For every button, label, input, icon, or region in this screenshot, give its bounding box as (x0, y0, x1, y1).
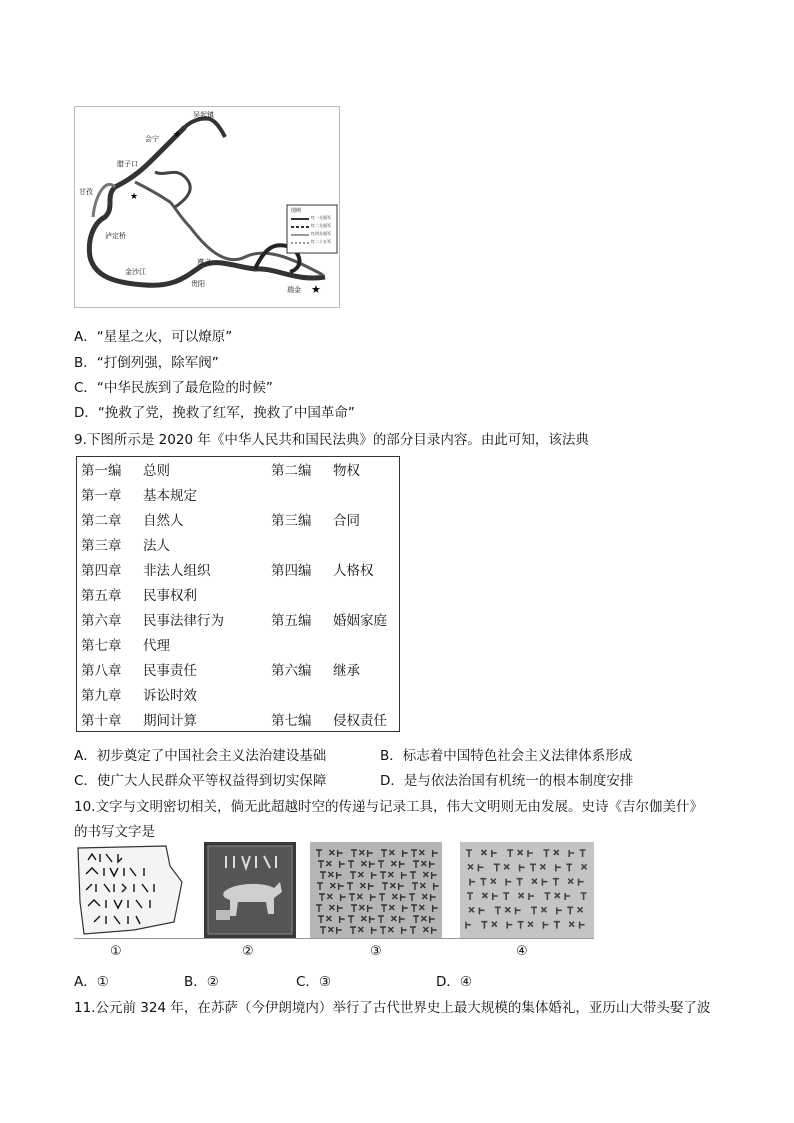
table-cell: 民事权利 (143, 588, 197, 604)
svg-text:★: ★ (130, 192, 139, 202)
table-cell: 继承 (333, 663, 360, 679)
table-row (77, 509, 399, 534)
q9-option-b: B．标志着中国特色社会主义法律体系形成 (380, 748, 633, 764)
q8-option-a: A．“星星之火，可以燎原” (74, 329, 233, 345)
table-cell: 第四章 (81, 563, 122, 579)
q10-option-a: A．① (74, 974, 109, 990)
image-number-2: ② (242, 944, 254, 959)
q9-option-c: C．使广大人民群众平等权益得到切实保障 (74, 773, 327, 789)
table-row (77, 459, 399, 484)
map-label-huining: 会宁 (145, 135, 159, 143)
table-cell: 第八章 (81, 663, 122, 679)
q10-option-b: B．② (184, 974, 219, 990)
table-cell: 第二章 (81, 513, 122, 529)
table-cell: 第九章 (81, 688, 122, 704)
table-cell: 自然人 (143, 513, 184, 529)
table-cell: 基本规定 (143, 488, 197, 504)
table-cell: 第六编 (271, 663, 312, 679)
table-cell: 人格权 (333, 563, 374, 579)
q10-option-c: C．③ (296, 974, 332, 990)
table-cell: 婚姻家庭 (333, 613, 387, 629)
map-label-ludingqiao: 泸定桥 (105, 232, 126, 240)
map-label-wuqi: 吴起镇 (193, 111, 214, 119)
image-number-1: ① (110, 944, 122, 959)
image-number-3: ③ (370, 944, 382, 959)
table-cell: 民事责任 (143, 663, 197, 679)
table-cell: 代理 (143, 638, 170, 654)
table-row (77, 609, 399, 634)
long-march-map (74, 106, 340, 308)
table-row (77, 584, 399, 609)
table-row (77, 634, 399, 659)
table-row (77, 534, 399, 559)
table-cell: 诉讼时效 (143, 688, 197, 704)
table-cell: 第四编 (271, 563, 312, 579)
table-row (77, 484, 399, 509)
table-row (77, 709, 399, 734)
map-legend-title: 图例 (291, 208, 302, 214)
table-cell: 第七章 (81, 638, 122, 654)
svg-text:★: ★ (311, 283, 321, 296)
table-row (77, 559, 399, 584)
q8-option-c: C．“中华民族到了最危险的时候” (74, 380, 273, 396)
table-cell: 非法人组织 (143, 563, 211, 579)
map-label-zunyi: 遵义 (197, 258, 211, 266)
civil-code-contents-table (76, 456, 400, 732)
map-legend-item: 红四方面军 (311, 231, 331, 236)
table-cell: 第六章 (81, 613, 122, 629)
q9-option-a: A．初步奠定了中国社会主义法治建设基础 (74, 748, 327, 764)
script-images-row (74, 842, 594, 959)
table-cell: 侵权责任 (333, 713, 387, 729)
table-cell: 第十章 (81, 713, 122, 729)
q10-stem-line2: 的书写文字是 (74, 824, 155, 840)
table-cell: 第一编 (81, 463, 122, 479)
table-cell: 物权 (333, 463, 360, 479)
map-legend-item: 红二十五军 (311, 239, 331, 244)
table-cell: 合同 (333, 513, 360, 529)
table-cell: 第五编 (271, 613, 312, 629)
table-cell: 法人 (143, 538, 170, 554)
table-cell: 第一章 (81, 488, 122, 504)
cuneiform-tablet-image (310, 842, 442, 938)
map-label-ruijin: 瑞金 (287, 286, 301, 294)
map-label-jinshajiang: 金沙江 (125, 268, 146, 276)
table-cell: 第五章 (81, 588, 122, 604)
table-row (77, 684, 399, 709)
table-cell: 第三编 (271, 513, 312, 529)
q9-stem: 9.下图所示是 2020 年《中华人民共和国民法典》的部分目录内容。由此可知，该法典 (74, 432, 589, 448)
map-label-lazikou: 腊子口 (117, 160, 138, 168)
q11-stem: 11.公元前 324 年，在苏萨（今伊朗境内）举行了古代世界史上最大规模的集体婚礼，亚历山大带头娶了波 (74, 1000, 711, 1016)
table-cell: 第二编 (271, 463, 312, 479)
table-cell: 期间计算 (143, 713, 197, 729)
q9-option-d: D．是与依法治国有机统一的根本制度安排 (380, 773, 634, 789)
map-label-guiyang: 贵阳 (191, 280, 205, 288)
table-cell: 第三章 (81, 538, 122, 554)
table-cell: 总则 (143, 463, 170, 479)
table-row (77, 659, 399, 684)
map-legend-item: 红一方面军 (311, 215, 331, 220)
clay-tablet-image (460, 842, 594, 938)
map-label-ganzi: 甘孜 (79, 188, 93, 196)
map-legend-item: 红二方面军 (311, 223, 331, 228)
q10-stem-line1: 10.文字与文明密切相关，倘无此超越时空的传递与记录工具，伟大文明则无由发展。史诗《吉尔伽美什》 (74, 799, 703, 815)
table-cell: 民事法律行为 (143, 613, 224, 629)
seal-animal-image (204, 842, 296, 938)
q10-option-d: D．④ (436, 974, 472, 990)
svg-text:★: ★ (173, 130, 182, 140)
q8-option-d: D．“挽救了党，挽救了红军，挽救了中国革命” (74, 405, 355, 421)
q8-option-b: B．“打倒列强，除军阀” (74, 355, 219, 371)
inscription-tablet-image (74, 842, 186, 938)
figure-baseline (74, 938, 594, 939)
table-cell: 第七编 (271, 713, 312, 729)
image-number-4: ④ (516, 944, 528, 959)
